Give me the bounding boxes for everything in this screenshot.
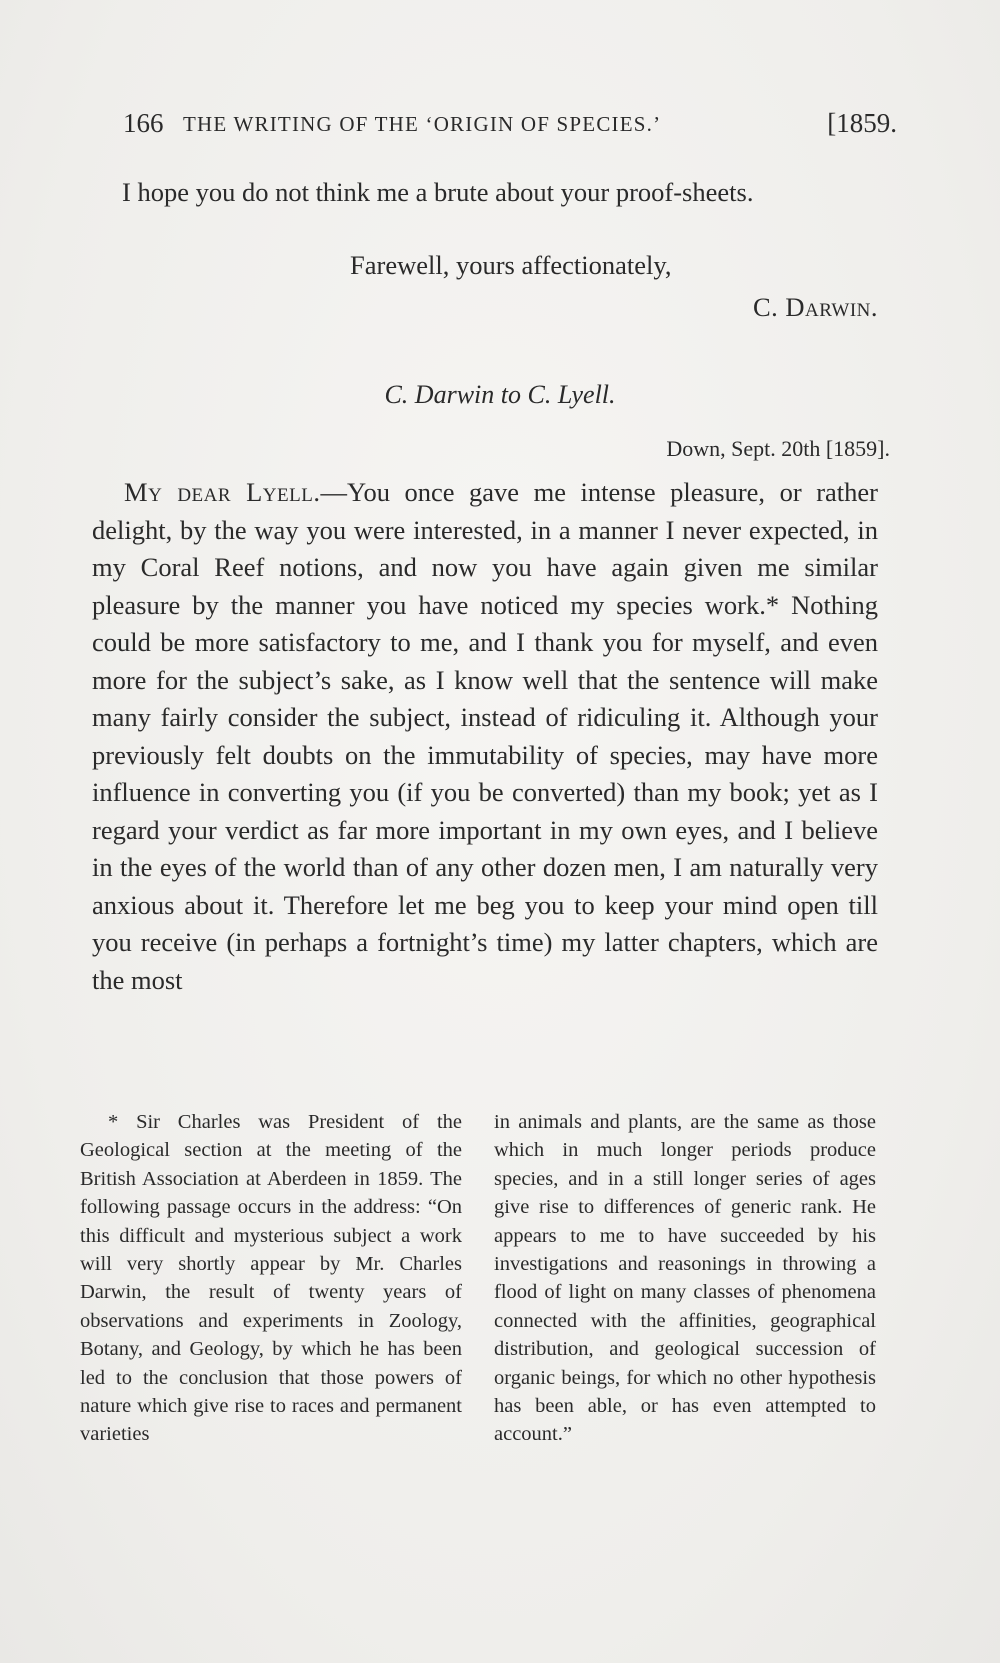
paragraph-my-dear-lyell xyxy=(92,474,878,999)
page-header xyxy=(123,108,897,148)
paragraph-body: —You once gave me intense pleasure, or rather delight, by the way you were interested, in a manner I never expected, in my Coral Reef notions, and now you have again given me similar pleasure by the manner you have noticed my species work.* Nothing could be more satisfactory to me, and I thank you for myself, and even more for the subject’s sake, as I know well that the sentence will make many fairly consider the subject, instead of ridiculing it. Although your previously felt doubts on the immutability of species, may have more influence in converting you (if you be converted) than my book; yet as I regard your verdict as far more important in my own eyes, and I believe in the eyes of the world than of any other dozen men, I am naturally very anxious about it. Therefore let me beg you to keep your mind open till you receive (in perhaps a fortnight’s time) my latter chapters, which are the most xyxy=(92,477,878,995)
letter-dateline: Down, Sept. 20th [1859]. xyxy=(666,436,890,461)
salutation: My dear Lyell. xyxy=(124,477,321,507)
header-year: [1859. xyxy=(827,108,897,138)
footnote-column-left: * Sir Charles was President of the Geological section at the meeting of the British Association at Aberdeen in 1859. The following passage occurs in the address: “On this difficult and mysterious subject a work will very shortly appear by Mr. Charles Darwin, the result of twenty years of observations and experiments in Zoology, Botany, and Geology, by which he has been led to the conclusion that those powers of nature which give rise to races and permanent varieties xyxy=(80,1111,462,1446)
footnote-column-right: in animals and plants, are the same as those which in much longer periods produce species, and in a still longer series of ages give rise to differences of generic rank. He appears to me to have succeeded by his investigations and reasonings in throwing a flood of light on many classes of phenomena connected with the affinities, geographical distribution, and geological succession of organic beings, for which no other hypothesis has been able, or has even attempted to account.” xyxy=(494,1111,876,1446)
letter-closing: Farewell, yours affectionately, xyxy=(350,250,672,280)
paragraph-proof-sheets: I hope you do not think me a brute about your proof-sheets. xyxy=(122,177,754,207)
letter-signature: C. Darwin. xyxy=(752,292,878,322)
running-title: THE WRITING OF THE ‘ORIGIN OF SPECIES.’ xyxy=(183,112,662,136)
page-number: 166 xyxy=(123,108,164,138)
letter-heading: C. Darwin to C. Lyell. xyxy=(384,380,616,409)
